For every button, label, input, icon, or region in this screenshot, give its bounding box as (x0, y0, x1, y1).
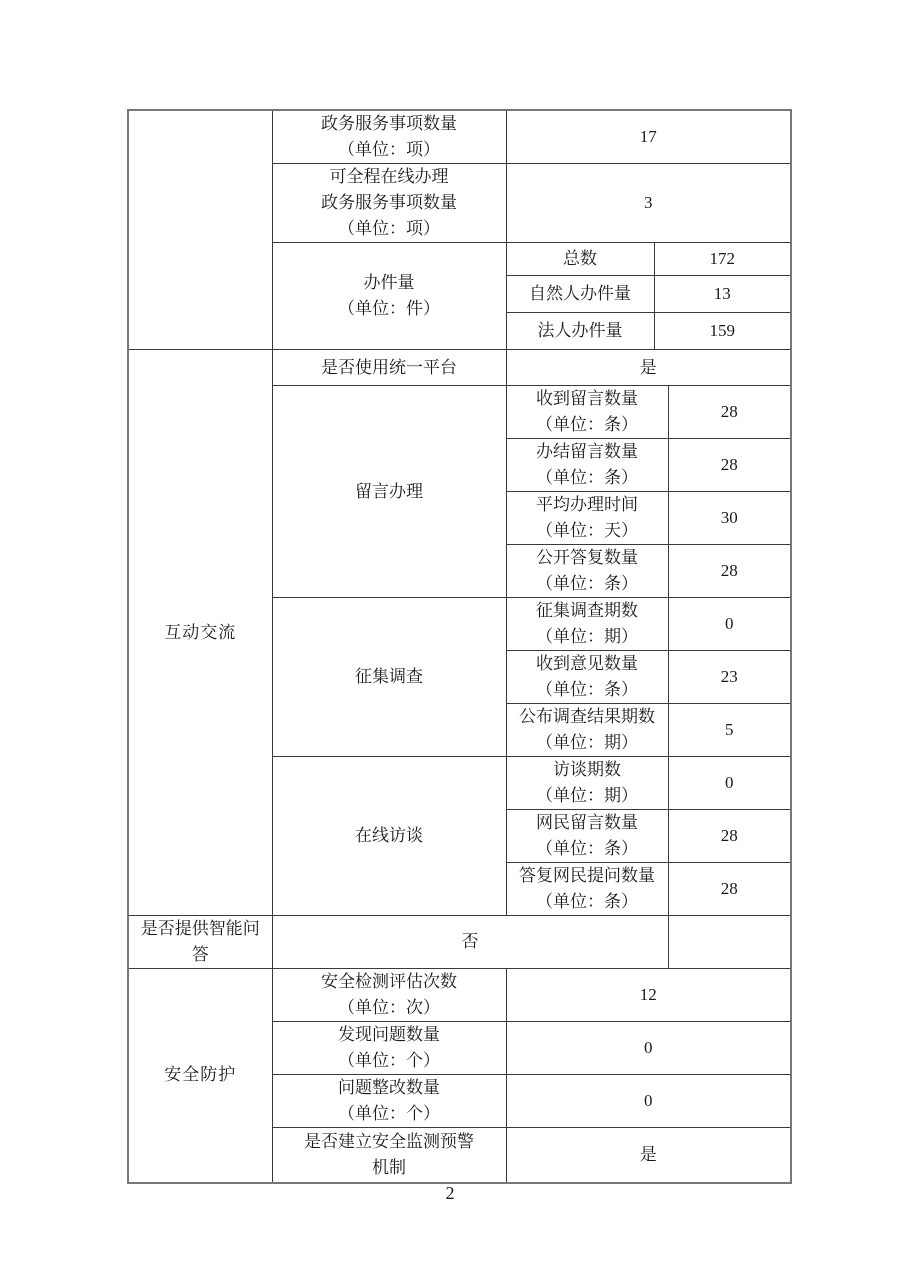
cell-sub-label (506, 863, 668, 916)
cell-value: 28 (668, 863, 791, 916)
cell-sub-label (506, 757, 668, 810)
cell-item-label (272, 969, 506, 1022)
cell-sub-label (506, 704, 668, 757)
cell-value: 28 (668, 386, 791, 439)
cell-value: 12 (506, 969, 791, 1022)
item-label-line: 问题整改数量 (338, 1078, 440, 1097)
sub-unit-line: （单位：条） (536, 892, 638, 911)
group-label-line: 办件量 (363, 273, 415, 292)
cell-item-label: 是否使用统一平台 (272, 350, 506, 386)
cell-value: 是 (506, 1128, 791, 1183)
report-table (127, 109, 792, 1184)
cell-sub-label (506, 439, 668, 492)
sub-label-line: 平均办理时间 (536, 495, 638, 514)
sub-unit-line: （单位：条） (536, 839, 638, 858)
sub-label-line: 公布调查结果期数 (519, 707, 655, 726)
cell-item-label (272, 1128, 506, 1183)
sub-label-line: 答复网民提问数量 (519, 866, 655, 885)
cell-value: 否 (272, 916, 668, 969)
item-unit-line: （单位：个） (338, 1051, 440, 1070)
cell-sub-label (506, 651, 668, 704)
cell-item-label (272, 1022, 506, 1075)
cell-item-label (272, 164, 506, 243)
cell-category-security: 安全防护 (128, 969, 272, 1183)
sub-label-line: 办结留言数量 (536, 442, 638, 461)
item-unit-line: （单位：项） (338, 219, 440, 238)
sub-label-line: 公开答复数量 (536, 548, 638, 567)
cell-value: 0 (668, 757, 791, 810)
item-label-line: 可全程在线办理 (329, 167, 449, 186)
item-unit-line: （单位：次） (338, 998, 440, 1017)
sub-label-line: 网民留言数量 (536, 813, 638, 832)
cell-sub-label (506, 598, 668, 651)
cell-value: 5 (668, 704, 791, 757)
item-label-line: 机制 (372, 1157, 406, 1177)
cell-value: 23 (668, 651, 791, 704)
cell-item-label (272, 110, 506, 164)
cell-group-label: 征集调查 (272, 598, 506, 757)
cell-sub-label: 法人办件量 (506, 313, 654, 350)
cell-category-blank (128, 110, 272, 350)
sub-unit-line: （单位：条） (536, 680, 638, 699)
sub-label-line: 访谈期数 (553, 760, 621, 779)
item-label-line: 是否建立安全监测预警 (304, 1131, 474, 1151)
cell-group-label: 在线访谈 (272, 757, 506, 916)
item-unit-line: （单位：个） (338, 1104, 440, 1123)
sub-label-line: 征集调查期数 (536, 601, 638, 620)
cell-group-label: 留言办理 (272, 386, 506, 598)
cell-value: 28 (668, 545, 791, 598)
cell-sub-label (506, 492, 668, 545)
cell-value: 30 (668, 492, 791, 545)
cell-group-label (272, 243, 506, 350)
sub-unit-line: （单位：条） (536, 468, 638, 487)
cell-value: 28 (668, 810, 791, 863)
cell-value: 0 (668, 598, 791, 651)
sub-unit-line: （单位：期） (536, 786, 638, 805)
cell-sub-label: 总数 (506, 243, 654, 276)
cell-item-label: 是否提供智能问答 (128, 916, 272, 969)
sub-unit-line: （单位：期） (536, 733, 638, 752)
sub-unit-line: （单位：期） (536, 627, 638, 646)
cell-value: 13 (654, 276, 791, 313)
group-unit-line: （单位：件） (338, 299, 440, 318)
item-label-line: 政务服务事项数量 (321, 114, 457, 133)
sub-label-line: 收到留言数量 (536, 389, 638, 408)
cell-value: 是 (506, 350, 791, 386)
sub-unit-line: （单位：天） (536, 521, 638, 540)
cell-sub-label (506, 386, 668, 439)
cell-value: 0 (506, 1022, 791, 1075)
item-label-line: 发现问题数量 (338, 1025, 440, 1044)
cell-value: 159 (654, 313, 791, 350)
cell-sub-label (506, 545, 668, 598)
item-unit-line: （单位：项） (338, 140, 440, 159)
cell-item-label (272, 1075, 506, 1128)
item-label-line: 安全检测评估次数 (321, 972, 457, 991)
cell-value: 172 (654, 243, 791, 276)
cell-value: 28 (668, 439, 791, 492)
cell-category-interaction: 互动交流 (128, 350, 272, 916)
sub-label-line: 收到意见数量 (536, 654, 638, 673)
sub-unit-line: （单位：条） (536, 415, 638, 434)
item-label-line: 政务服务事项数量 (321, 193, 457, 212)
page-number: 2 (445, 1183, 455, 1203)
sub-unit-line: （单位：条） (536, 574, 638, 593)
cell-value: 17 (506, 110, 791, 164)
cell-value: 0 (506, 1075, 791, 1128)
cell-sub-label: 自然人办件量 (506, 276, 654, 313)
cell-sub-label (506, 810, 668, 863)
cell-value: 3 (506, 164, 791, 243)
